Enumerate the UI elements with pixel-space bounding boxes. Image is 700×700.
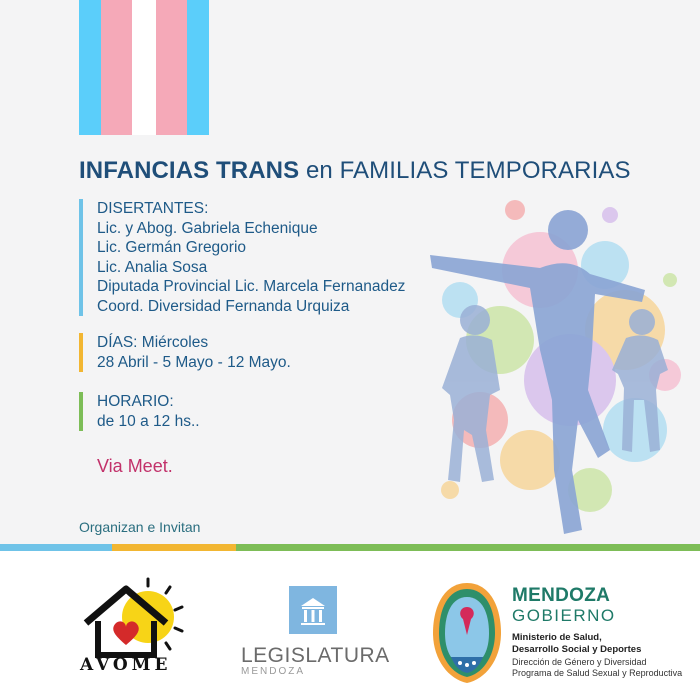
color-bar-segment [112, 544, 236, 551]
speaker-name: Diputada Provincial Lic. Marcela Fernanadez [97, 278, 406, 295]
speaker-name: Lic. Germán Gregorio [97, 239, 247, 256]
event-title-rest: en FAMILIAS TEMPORARIAS [299, 157, 631, 184]
logos-footer [0, 551, 700, 700]
direction-line-1: Dirección de Género y Diversidad [512, 657, 647, 667]
days-line [97, 333, 291, 353]
hours-value: de 10 a 12 hs.. [97, 412, 200, 430]
event-title [79, 157, 631, 185]
hours-label: HORARIO: [97, 393, 174, 410]
color-divider-bar [0, 544, 700, 551]
ministry-line-2: Desarrollo Social y Deportes [512, 644, 642, 655]
mendoza-title: MENDOZA [512, 585, 611, 606]
children-running-illustration [420, 190, 700, 550]
legislatura-subtitle: MENDOZA [241, 666, 305, 677]
days-label: DÍAS: [97, 334, 138, 351]
flag-stripe [101, 0, 132, 135]
event-title-bold: INFANCIAS TRANS [79, 157, 300, 184]
mendoza-subtitle: GOBIERNO [512, 606, 616, 625]
color-bar-segment [0, 544, 112, 551]
legislatura-name: LEGISLATURA [241, 644, 390, 667]
avome-logo-text: AVOME [80, 655, 172, 675]
color-bar-segment [236, 544, 700, 551]
days-block [79, 333, 291, 372]
speaker-name: Coord. Diversidad Fernanda Urquiza [97, 297, 350, 315]
days-weekday: Miércoles [137, 334, 209, 351]
speaker-name: Lic. Analia Sosa [97, 258, 208, 276]
legislatura-logo [289, 586, 337, 634]
speakers-block [79, 199, 405, 316]
speakers-heading: DISERTANTES: [97, 200, 209, 217]
ministry-line-1: Ministerio de Salud, [512, 632, 602, 643]
trans-flag [79, 0, 209, 135]
building-icon [289, 586, 337, 634]
flag-stripe [187, 0, 209, 135]
flag-stripe [79, 0, 101, 135]
mendoza-crest-icon [430, 577, 504, 687]
platform-text: Via Meet. [97, 456, 173, 476]
hours-block [79, 392, 200, 431]
days-dates: 28 Abril - 5 Mayo - 12 Mayo. [97, 353, 291, 371]
direction-line-2: Programa de Salud Sexual y Reproductiva [512, 668, 683, 678]
flag-stripe [156, 0, 187, 135]
organizers-label: Organizan e Invitan [79, 519, 201, 535]
flag-stripe [132, 0, 156, 135]
speaker-name: Lic. y Abog. Gabriela Echenique [97, 219, 318, 237]
